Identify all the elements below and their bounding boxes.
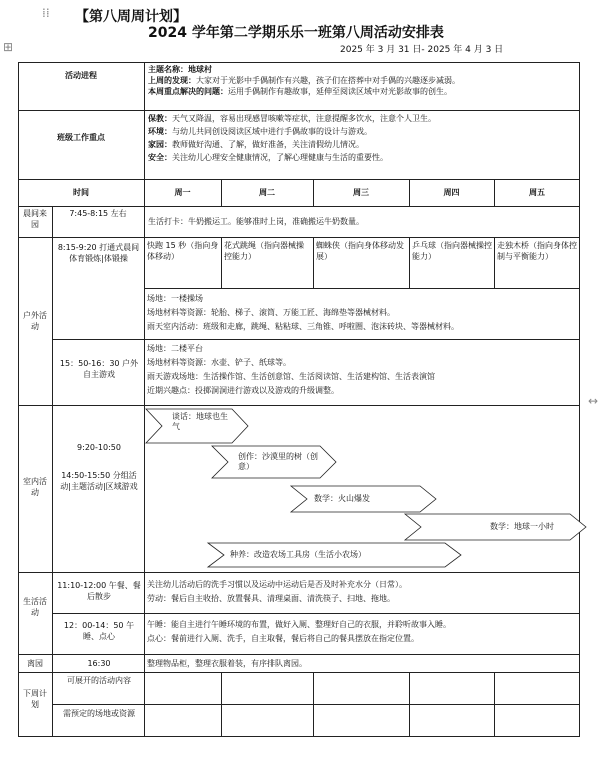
life-line: 午睡：能自主进行午睡环境的布置，做好入厕、整理好自己的衣服，并聆听故事入睡。 bbox=[147, 620, 451, 629]
indoor-time-2: 14:50-15:50 分组活动|主题活动|区域游戏 bbox=[60, 471, 138, 491]
life-time-1: 11:10-12:00 午餐、餐后散步 bbox=[57, 581, 141, 601]
care-label: 保教： bbox=[148, 114, 172, 123]
outdoor2-time: 15：50-16：30 户外自主游戏 bbox=[59, 359, 139, 379]
outdoor1-line: 雨天室内活动：班级和走廊，跳绳、粘粘球、三角锥、呼啦圈、泡沫砖块、等器械材料。 bbox=[147, 322, 459, 331]
day-header-wed: 周三 bbox=[353, 188, 369, 197]
last-week-value: 大家对于光影中手偶制作有兴趣，孩子们在搭葬中对手偶的兴趣逐步减弱。 bbox=[196, 76, 460, 85]
activity-progress-label: 活动进程 bbox=[65, 71, 97, 80]
next-week-activities: 可展开的活动内容 bbox=[67, 676, 131, 685]
document-subtitle: 2024 学年第二学期乐乐一班第八周活动安排表 bbox=[148, 25, 444, 41]
outdoor2-line: 场地材料等资源：水壶、铲子、纸球等。 bbox=[147, 358, 291, 367]
indoor-item-talk: 谈话：地球也生气 bbox=[172, 412, 228, 431]
outdoor2-line: 近期兴趣点：投掷洞洞进行游戏以及游戏的升级调整。 bbox=[147, 386, 339, 395]
indoor-label: 室内活动 bbox=[23, 477, 47, 497]
next-week-label: 下周计划 bbox=[23, 689, 47, 709]
outdoor-label: 户外活动 bbox=[23, 311, 47, 331]
outdoor2-line: 雨天游戏场地：生活操作馆、生活创意馆、生活阅读馆、生活建构馆、生活表演馆 bbox=[147, 372, 435, 381]
indoor-item-volcano: 数学：火山爆发 bbox=[314, 494, 370, 503]
morning-time: 7:45-8:15 左右 bbox=[69, 209, 127, 218]
outdoor2-line: 场地：二楼平台 bbox=[147, 344, 203, 353]
exercise-time: 8:15-9:20 打通式晨间体育锻炼|体锻操 bbox=[57, 243, 140, 263]
environment-label: 环境： bbox=[148, 127, 172, 136]
family-value: 教师做好沟通、了解，做好准备，关注清假幼儿情况。 bbox=[172, 140, 364, 149]
document-title: 【第八周周计划】 bbox=[75, 9, 187, 25]
next-week-resources: 需预定的场地或资源 bbox=[63, 709, 135, 718]
day-header-fri: 周五 bbox=[529, 188, 545, 197]
life-line: 劳动：餐后自主收拾、放置餐具、清理桌面、清洗筷子、扫地、拖地。 bbox=[147, 594, 395, 603]
exercise-thu: 乒乓球（指向器械操控能力） bbox=[412, 241, 492, 261]
day-header-tue: 周二 bbox=[259, 188, 275, 197]
topic-label: 主题名称： bbox=[148, 65, 188, 74]
topic-value: 地球村 bbox=[188, 65, 212, 74]
day-header-thu: 周四 bbox=[443, 188, 460, 197]
leave-time: 16:30 bbox=[87, 659, 111, 668]
safety-value: 关注幼儿心理安全健康情况，了解心理健康与生活的重要性。 bbox=[172, 153, 388, 162]
environment-value: 与幼儿共同创设阅读区域中进行手偶故事的设计与游戏。 bbox=[172, 127, 372, 136]
leave-label: 离园 bbox=[27, 659, 43, 668]
focus-issue-value: 运用手偶制作有趣故事，延伸至阅读区域中对光影故事的创生。 bbox=[228, 87, 452, 96]
exercise-mon: 快跑 15 秒（指向身体移动） bbox=[147, 241, 219, 261]
exercise-wed: 蜘蛛侠（指向身体移动发展） bbox=[316, 241, 404, 261]
scroll-marker-icon: ↔ bbox=[588, 394, 598, 408]
class-focus-label: 班级工作重点 bbox=[57, 133, 105, 142]
last-week-label: 上周的发现： bbox=[148, 76, 196, 85]
outdoor1-line: 场地：一楼操场 bbox=[147, 294, 203, 303]
exercise-fri: 走独木桥（指向身体控制与平衡能力） bbox=[497, 241, 577, 261]
safety-label: 安全： bbox=[148, 153, 172, 162]
morning-content: 生活打卡：牛奶搬运工。能够准时上岗，准确搬运牛奶数量。 bbox=[148, 217, 364, 226]
exercise-tue: 花式跳绳（指向器械操控能力） bbox=[224, 241, 304, 261]
morning-label: 晨间来园 bbox=[23, 209, 47, 229]
life-line: 点心：餐前进行入厕、洗手，自主取餐，餐后将自己的餐具摆放在指定位置。 bbox=[147, 634, 419, 643]
care-value: 天气又降温，容易出现感冒咳嗽等症状，注意提醒多饮水，注意个人卫生。 bbox=[172, 114, 436, 123]
drag-handle-icon[interactable]: ⁞⁞ bbox=[42, 6, 50, 20]
life-line: 关注幼儿活动后的洗手习惯以及运动中运动后是否及时补充水分（日常）。 bbox=[147, 580, 407, 589]
day-header-mon: 周一 bbox=[174, 188, 191, 197]
time-header: 时间 bbox=[73, 188, 89, 197]
indoor-item-create: 创作：沙漠里的树（创意） bbox=[238, 452, 318, 471]
date-range: 2025 年 3 月 31 日- 2025 年 4 月 3 日 bbox=[340, 45, 504, 55]
life-label: 生活活动 bbox=[23, 597, 47, 617]
leave-content: 整理物品柜，整理衣服着装，有序排队离园。 bbox=[147, 659, 307, 668]
indoor-item-earth-hour: 数学：地球一小时 bbox=[490, 522, 554, 531]
outdoor1-line: 场地材料等资源：轮胎、梯子、滚筒、万能工匠、海绵垫等器械材料。 bbox=[147, 308, 395, 317]
family-label: 家园： bbox=[148, 140, 172, 149]
life-time-2: 12：00-14：50 午睡、点心 bbox=[63, 621, 135, 641]
life-content-2 bbox=[147, 618, 577, 646]
indoor-time-1: 9:20-10:50 bbox=[77, 443, 121, 452]
expand-icon[interactable]: ⊞ bbox=[3, 40, 14, 54]
focus-issue-label: 本周重点解决的问题： bbox=[148, 87, 228, 96]
indoor-item-plant: 种养：改造农场工具房（生活小农场） bbox=[230, 550, 366, 559]
life-content-1 bbox=[147, 578, 577, 606]
